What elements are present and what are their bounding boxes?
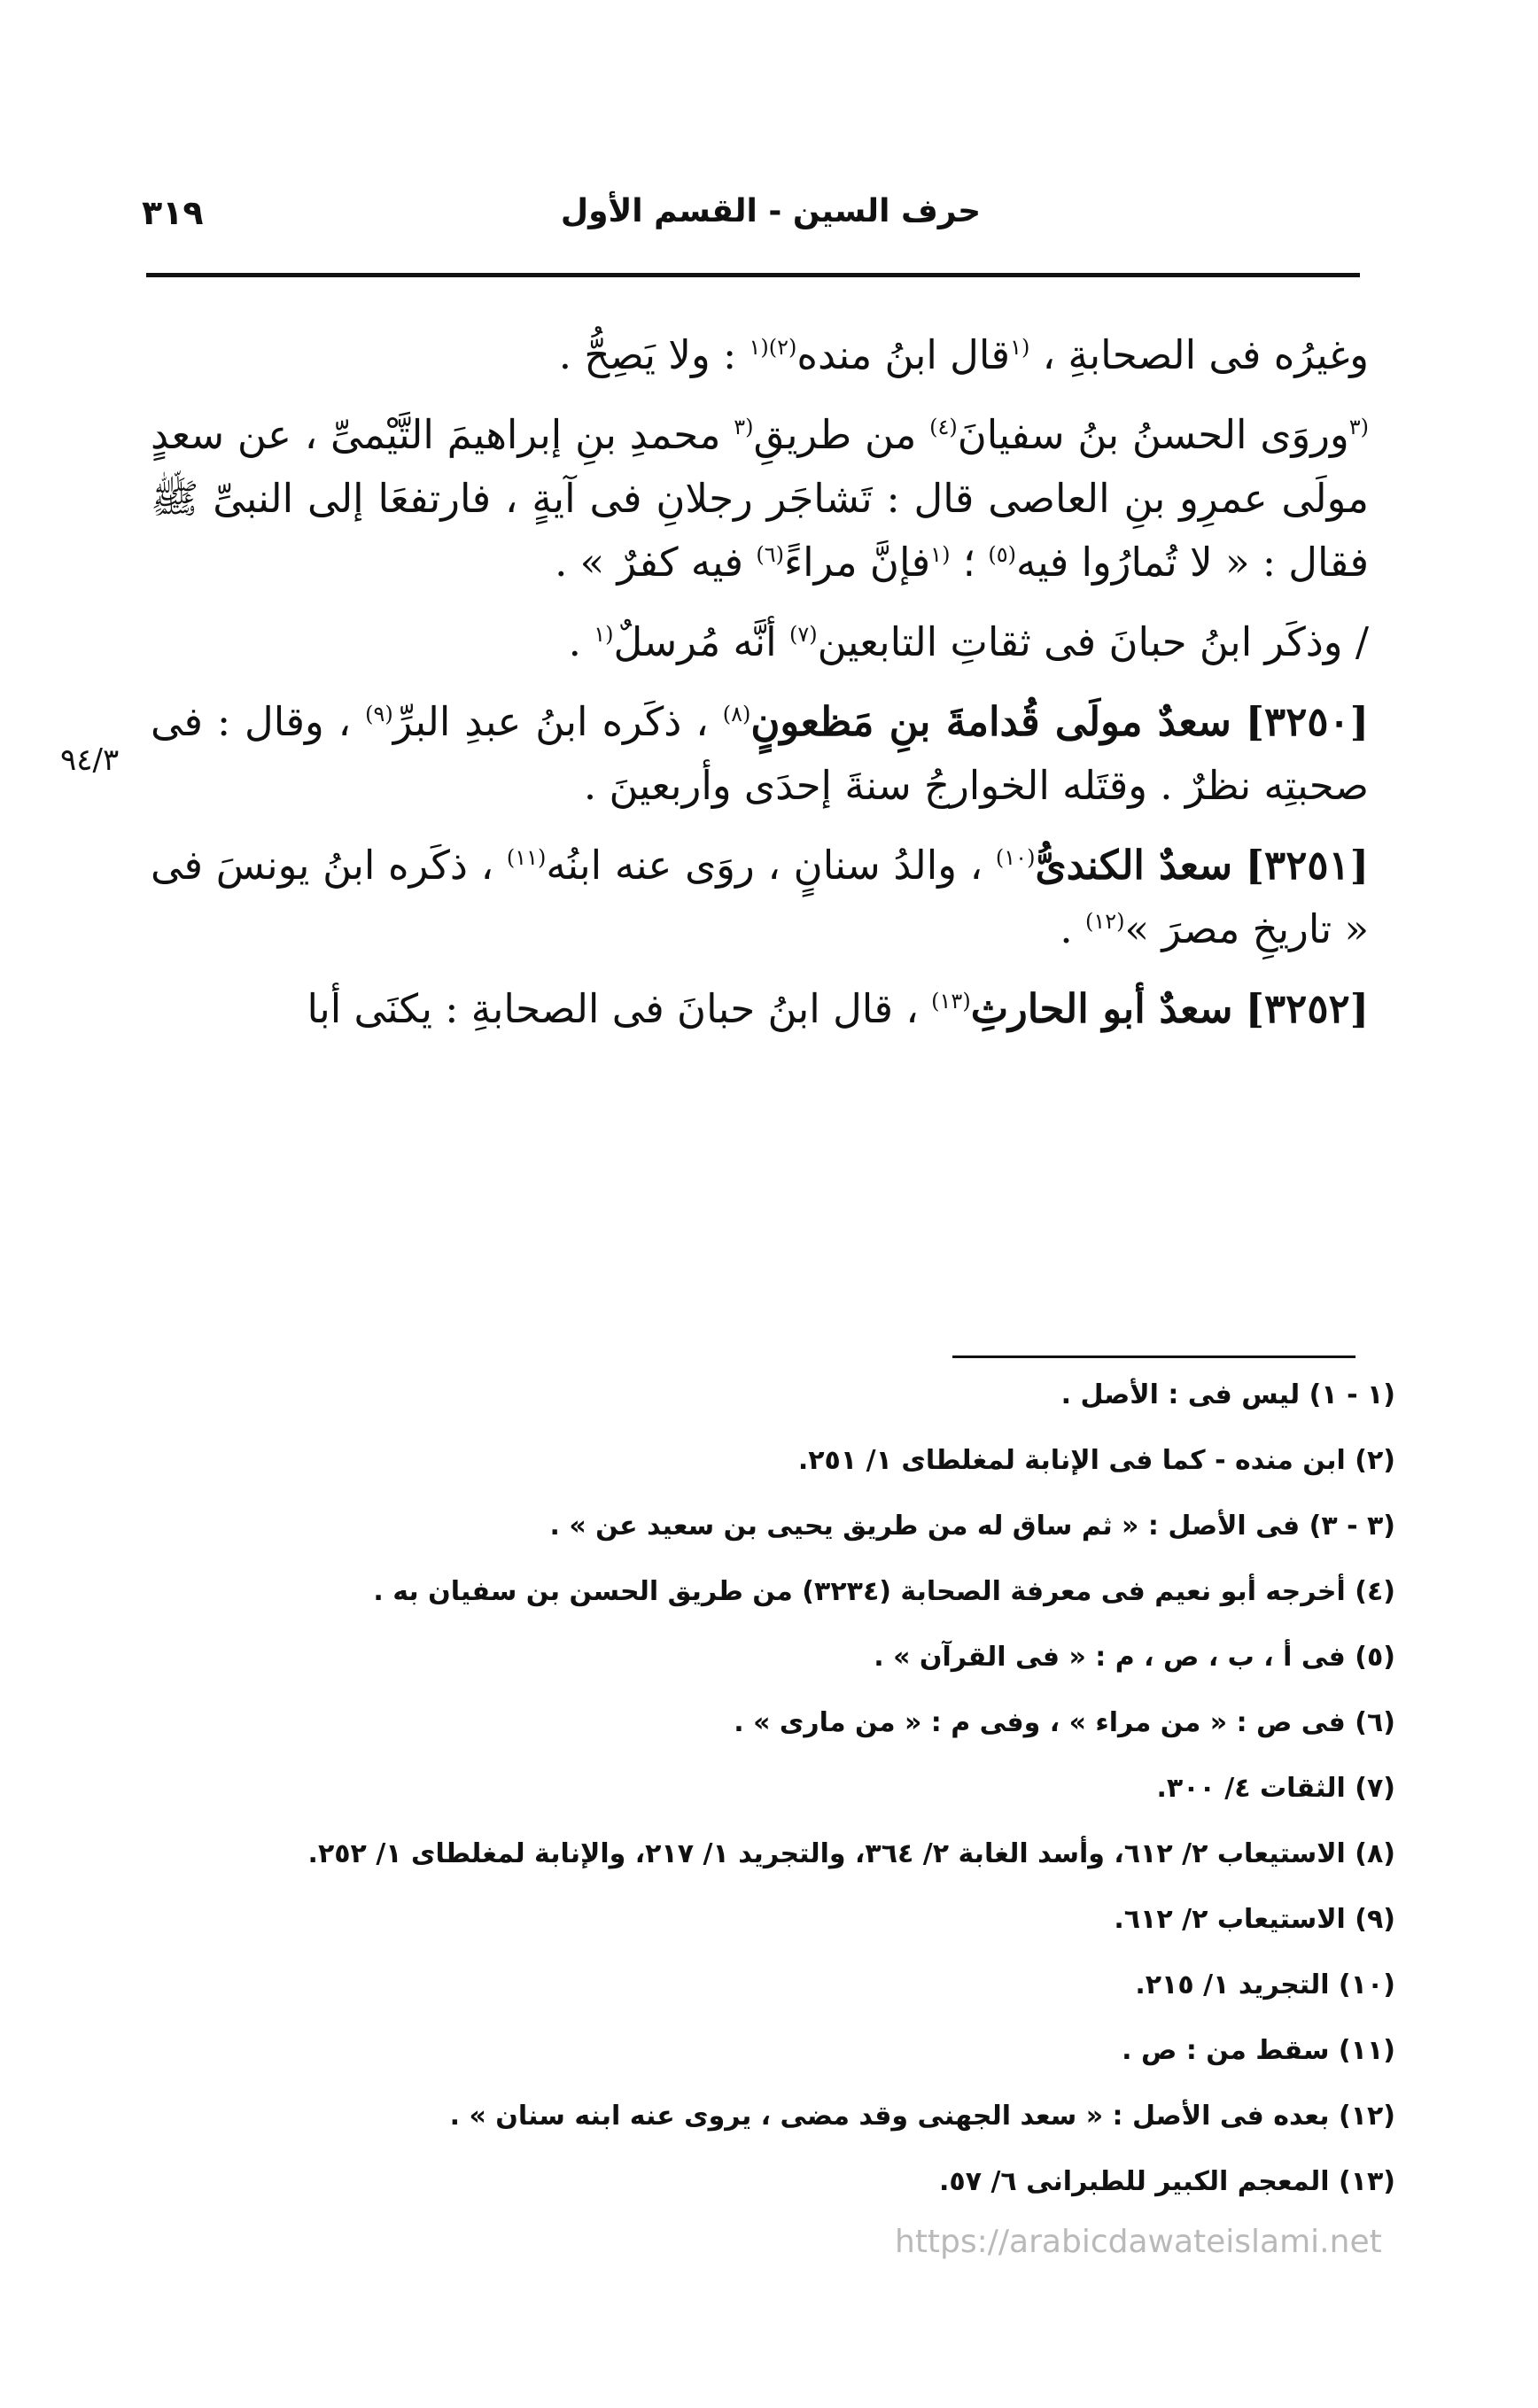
footnote: (١١) سقط من : ص . [1122,2035,1395,2066]
header-divider [146,273,1360,277]
paragraph [151,403,1369,594]
footnote-marker: (١٣) [931,989,971,1014]
page-number: ٣١٩ [142,193,204,232]
margin-volume-page-reference: ٩٤/٣ [60,742,120,778]
text-run: ؛ [950,539,989,586]
footnote: (٥) فى أ ، ب ، ص ، م : « فى القرآن » . [874,1642,1395,1673]
footnote-marker: (١١) [506,845,547,870]
footnote-marker: (٣ [1348,415,1369,439]
footnote-marker: (٦) [756,542,784,567]
footnote: (٧) الثقات ٤/ ٣٠٠. [1156,1773,1395,1804]
footnote: (٢) ابن منده - كما فى الإنابة لمغلطاى ١/ ٢٥١. [797,1445,1395,1476]
text-run: ، قال ابنُ حبانَ فى الصحابةِ : يكنَى أبا [307,985,932,1032]
footnotes-divider [952,1355,1355,1358]
entry-name: سعدٌ أبو الحارثِ [970,985,1233,1032]
footnote: (١ - ١) ليس فى : الأصل . [1060,1379,1395,1410]
text-run: فيه كفرٌ » . [555,539,757,586]
text-run: وغيرُه فى الصحابةِ ، [1029,331,1369,378]
entry-paragraph [151,690,1369,818]
text-run: فإنَّ مراءً [784,539,931,586]
text-run: محمدِ بنِ إبراهيمَ التَّيْمىِّ ، عن سعدٍ مولَى عمرِو بنِ العاصى قال : تَشاجَر رجلانِ فى آيةٍ ، فارتفعَا إلى النبىِّ ﷺ فقال : « لا تُمارُوا فيه [151,411,1369,586]
text-run: وروَى الحسنُ بنُ سفيانَ [957,411,1349,458]
text-run: ، ذكَره ابنُ عبدِ البرِّ [392,698,723,745]
text-run: : ولا يَصِحُّ . [558,331,750,378]
text-run: من طريقِ [753,411,930,458]
footnote-marker: (٩) [365,702,393,726]
text-run: ، والدُ سنانٍ ، روَى عنه ابنُه [546,842,996,889]
footnotes-list [177,1379,1395,2234]
footnote: (١٣) المعجم الكبير للطبرانى ٦/ ٥٧. [938,2166,1395,2197]
source-watermark: https://arabicdawateislami.net [895,2224,1382,2260]
main-text [151,323,1369,1057]
text-run: . [1060,905,1085,952]
entry-name: سعدٌ مولَى قُدامةَ بنِ مَظعونٍ [750,698,1231,745]
text-run: . [568,618,594,665]
entry-paragraph [151,977,1369,1041]
text-run: أنَّه مُرسلٌ [613,618,789,665]
entry-name: سعدٌ الكندىُّ [1035,842,1233,889]
footnote-marker: (١ [930,542,951,567]
footnote-marker: (٤) [929,415,958,439]
entry-number: [٣٢٥١] [1245,842,1370,889]
entry-paragraph [151,834,1369,961]
footnote-marker: (١ [1010,335,1030,360]
footnote-marker: (١٢) [1084,909,1125,934]
footnote: (٣ - ٣) فى الأصل : « ثم ساق له من طريق يحيى بن سعيد عن » . [549,1511,1395,1542]
text-run: / وذكَر ابنُ حبانَ فى ثقاتِ التابعين [817,618,1369,665]
footnote: (٨) الاستيعاب ٢/ ٦١٢، وأسد الغابة ٢/ ٣٦٤، والتجريد ١/ ٢١٧، والإنابة لمغلطاى ١/ ٢٥٢. [307,1838,1395,1869]
footnote: (٩) الاستيعاب ٢/ ٦١٢. [1114,1904,1395,1935]
running-header-title: حرف السين - القسم الأول [560,193,982,229]
footnote: (١٢) بعده فى الأصل : « سعد الجهنى وقد مضى ، يروى عنه ابنه سنان » . [449,2101,1395,2132]
footnote-marker: (١ [594,622,614,647]
footnote-marker: (٨) [722,702,751,726]
paragraph [151,323,1369,387]
entry-number: [٣٢٥٢] [1245,985,1369,1032]
entry-number: [٣٢٥٠] [1245,698,1370,745]
footnote: (٦) فى ص : « من مراء » ، وفى م : « من مارى » . [734,1707,1395,1738]
footnote: (١٠) التجريد ١/ ٢١٥. [1135,1969,1395,2000]
text-run: قال ابنُ منده [796,331,1011,378]
footnote: (٤) أخرجه أبو نعيم فى معرفة الصحابة (٣٢٣٤) من طريق الحسن بن سفيان به . [373,1576,1395,1607]
paragraph [151,610,1369,674]
text-run: ، ذكَره ابنُ يونسَ فى « تاريخِ مصرَ » [151,842,1369,952]
footnote-marker: (٧) [788,622,818,647]
footnote-marker: (٥) [988,542,1016,567]
footnote-marker: (٢)(١ [749,335,797,360]
footnote-marker: (١٠) [995,845,1036,870]
text-run: ، وقال : فى صحبتِه نظرٌ . وقتَله الخوارجُ سنةَ إحدَى وأربعينَ . [151,698,1369,809]
footnote-marker: (٣ [734,415,754,439]
